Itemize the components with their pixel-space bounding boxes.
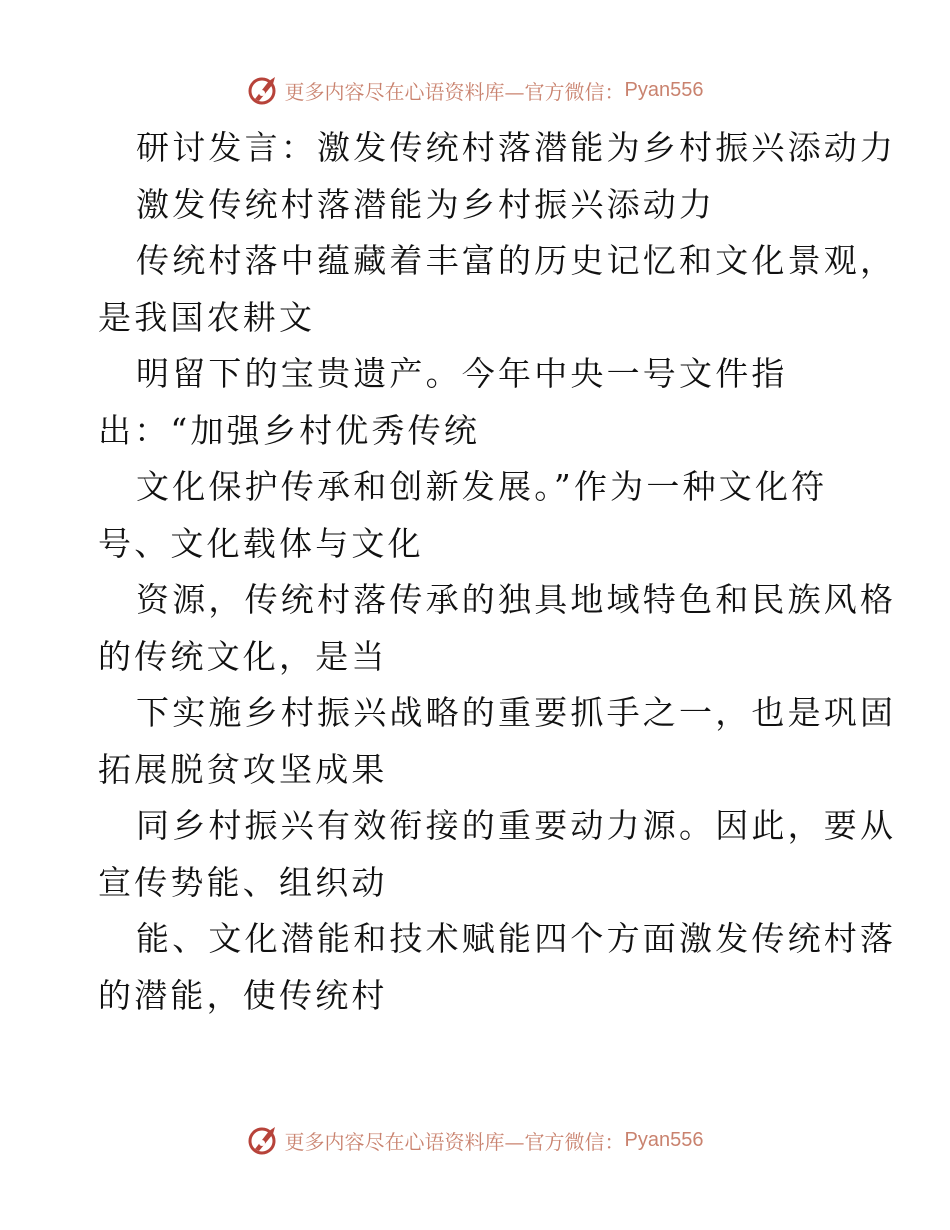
paragraph-line: 拓展脱贫攻坚成果 [98, 749, 388, 789]
banner-wechat-label: 官方微信： [524, 79, 625, 104]
paragraph-line: 同乡村振兴有效衔接的重要动力源。因此，要从 [136, 806, 897, 845]
pen-nib-circle-icon [247, 1123, 281, 1157]
document-body [98, 120, 897, 1024]
pen-nib-circle-icon [247, 73, 281, 107]
paragraph-line: 资源，传统村落传承的独具地域特色和民族风格 [136, 580, 897, 619]
paragraph-line: 是我国农耕文 [98, 297, 316, 337]
paragraph-line: 出：“加强乡村优秀传统 [98, 410, 481, 450]
paragraph-line: 号、文化载体与文化 [98, 523, 424, 563]
banner-wechat-label: 官方微信： [524, 1129, 625, 1154]
paragraph-line: 宣传势能、组织动 [98, 862, 388, 902]
paragraph-line: 文化保护传承和创新发展。”作为一种文化符 [136, 467, 828, 506]
paragraph-line: 的潜能，使传统村 [98, 975, 388, 1015]
paragraph-line: 下实施乡村振兴战略的重要抓手之一，也是巩固 [136, 693, 897, 732]
paragraph-line: 传统村落中蕴藏着丰富的历史记忆和文化景观， [136, 241, 897, 280]
banner-text: 更多内容尽在心语资料库— [284, 79, 525, 104]
header-banner [0, 70, 950, 110]
paragraph-line: 能、文化潜能和技术赋能四个方面激发传统村落 [136, 919, 897, 958]
banner-text: 更多内容尽在心语资料库— [284, 1129, 525, 1154]
document-title: 研讨发言：激发传统村落潜能为乡村振兴添动力 [136, 128, 897, 167]
banner-wechat-id: Pyan556 [624, 78, 704, 101]
footer-banner [0, 1120, 950, 1160]
paragraph-line: 明留下的宝贵遗产。今年中央一号文件指 [136, 354, 788, 393]
paragraph-line: 的传统文化，是当 [98, 636, 388, 676]
document-subtitle: 激发传统村落潜能为乡村振兴添动力 [136, 184, 716, 224]
banner-wechat-id: Pyan556 [624, 1128, 704, 1151]
